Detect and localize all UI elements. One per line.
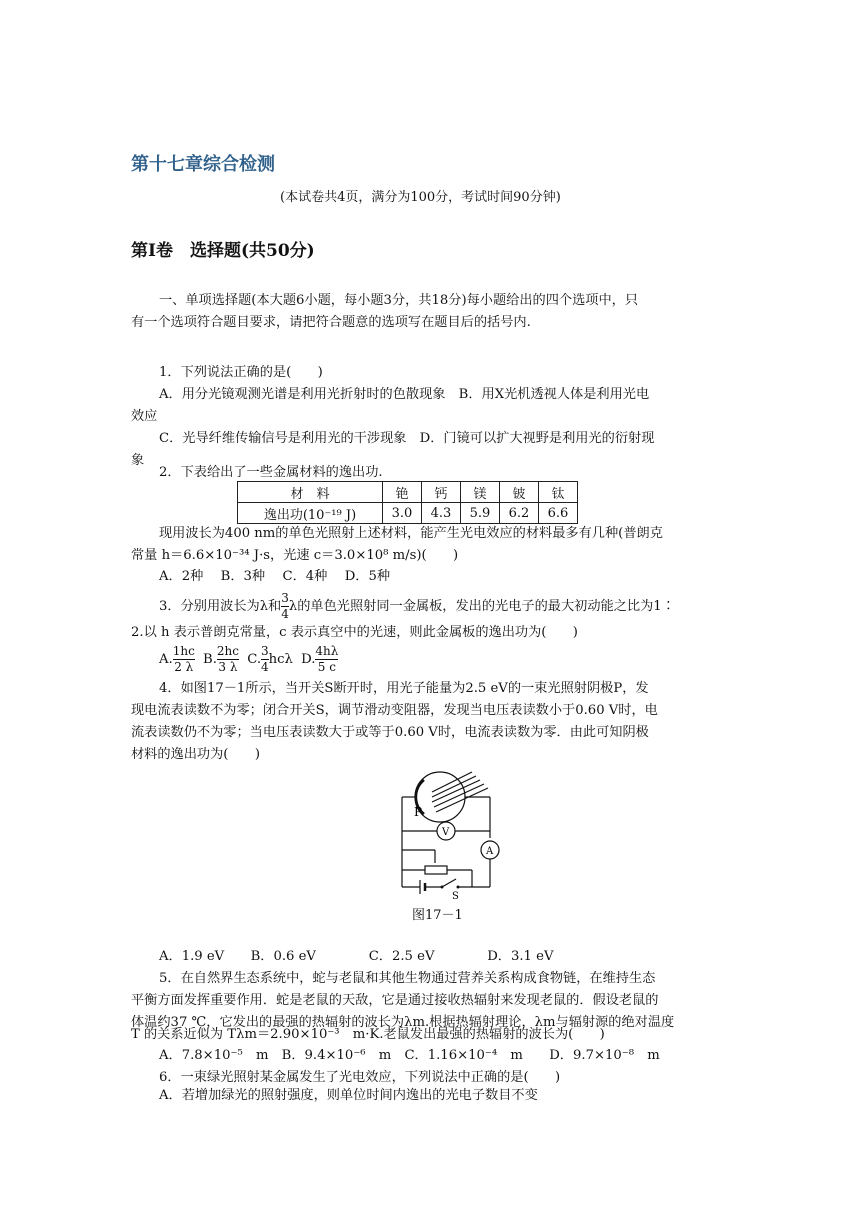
work-function-table xyxy=(237,481,578,524)
table-cell: 铍 xyxy=(500,482,539,503)
q5-options: A．7.8×10⁻⁵ m B．9.4×10⁻⁶ m C．1.16×10⁻⁴ m D．9.7×10⁻⁸ m xyxy=(159,1048,660,1063)
switch xyxy=(442,879,456,887)
fraction: $\frac{4h\lambda}{5 c}$ xyxy=(315,644,339,674)
page-title: 第十七章综合检测 xyxy=(131,154,275,175)
q1-option-cd-cont: 象 xyxy=(131,453,145,468)
table-cell: 5.9 xyxy=(461,503,500,524)
q4-stem-cont: 现电流表读数不为零；闭合开关S，调节滑动变阻器，发现当电压表读数小于0.60 V时，电 xyxy=(131,703,658,718)
q3-options: A. $\frac{1hc}{2 \lambda}$ B. $\frac{2hc}{3 \lambda}$ C. $\frac{3}{4}$ hcλ D. $\frac{4h\lambda}{5 c}$ xyxy=(159,644,339,674)
q4-stem-cont: 流表读数仍不为零；当电压表读数大于或等于0.60 V时，电流表读数为零．由此可知阴极 xyxy=(131,725,649,740)
label-a: A xyxy=(486,846,494,857)
table-cell: 钛 xyxy=(539,482,578,503)
table-cell: 材 料 xyxy=(238,482,383,503)
q3-stem-cont: 2.以 h 表示普朗克常量，c 表示真空中的光速，则此金属板的逸出功为( ) xyxy=(131,625,578,640)
q1-option-cd: C．光导纤维传输信号是利用光的干涉现象 D．门镜可以扩大视野是利用光的衍射现 xyxy=(159,431,655,446)
table-cell: 4.3 xyxy=(422,503,461,524)
q3-stem xyxy=(159,590,675,624)
rheostat xyxy=(425,866,447,874)
q2-stem: 2．下表给出了一些金属材料的逸出功. xyxy=(159,465,383,480)
q2-options: A．2种 B．3种 C．4种 D．5种 xyxy=(159,569,391,584)
section-intro: 一、单项选择题(本大题6小题，每小题3分，共18分)每小题给出的四个选项中，只 xyxy=(159,293,639,308)
table-cell: 钙 xyxy=(422,482,461,503)
table-cell: 铯 xyxy=(383,482,422,503)
q1-stem: 1．下列说法正确的是( ) xyxy=(159,365,323,380)
table-row xyxy=(238,482,578,503)
q4-options: A．1.9 eV B．0.6 eV C．2.5 eV D．3.1 eV xyxy=(159,949,554,964)
q3-stem-a: 3．分别用波长为λ和 xyxy=(159,599,282,614)
table-cell: 6.6 xyxy=(539,503,578,524)
q4-stem: 4．如图17－1所示，当开关S断开时，用光子能量为2.5 eV的一束光照射阴极P，发 xyxy=(159,681,649,696)
part-title: 第Ⅰ卷 选择题(共50分) xyxy=(131,241,315,261)
section-intro-cont: 有一个选项符合题目要求，请把符合题意的选项写在题目后的括号内. xyxy=(131,315,531,330)
q5-stem-cont: 体温约37 ℃，它发出的最强的热辐射的波长为λm.根据热辐射理论，λm与辐射源的绝对温度 xyxy=(131,1015,675,1030)
q5-stem-cont: T 的关系近似为 Tλm＝2.90×10⁻³ m·K.老鼠发出最强的热辐射的波长为( ) xyxy=(131,1027,605,1042)
q2-text-cont: 常量 h＝6.6×10⁻³⁴ J·s，光速 c＝3.0×10⁸ m/s)( ) xyxy=(131,548,459,563)
q1-option-ab-cont: 效应 xyxy=(131,409,158,424)
q5-stem-cont: 平衡方面发挥重要作用．蛇是老鼠的天敌，它是通过接收热辐射来发现老鼠的．假设老鼠的 xyxy=(131,993,659,1008)
figure-caption: 图17－1 xyxy=(412,908,463,923)
fraction: $\frac{1hc}{2 \lambda}$ xyxy=(172,644,195,674)
circuit-diagram xyxy=(380,770,510,900)
q4-stem-cont: 材料的逸出功为( ) xyxy=(131,747,260,762)
label-s: S xyxy=(452,891,459,900)
table-row xyxy=(238,503,578,524)
q3-stem-b: λ的单色光照射同一金属板，发出的光电子的最大初动能之比为1∶ xyxy=(288,599,675,614)
label-v: V xyxy=(442,827,450,838)
table-cell: 6.2 xyxy=(500,503,539,524)
fraction: $\frac{2hc}{3 \lambda}$ xyxy=(216,644,239,674)
label-p: P xyxy=(414,805,423,819)
q2-text: 现用波长为400 nm的单色光照射上述材料，能产生光电效应的材料最多有几种(普朗克 xyxy=(159,526,663,541)
q1-option-ab: A．用分光镜观测光谱是利用光折射时的色散现象 B．用X光机透视人体是利用光电 xyxy=(159,387,650,402)
fraction: $\frac{3}{4}$ xyxy=(261,644,269,674)
q5-stem: 5．在自然界生态系统中，蛇与老鼠和其他生物通过营养关系构成食物链，在维持生态 xyxy=(159,971,656,986)
exam-info: (本试卷共4页，满分为100分，考试时间90分钟) xyxy=(280,190,561,205)
q6-stem: 6．一束绿光照射某金属发生了光电效应，下列说法中正确的是( ) xyxy=(159,1070,561,1085)
table-cell: 逸出功(10⁻¹⁹ J) xyxy=(238,503,383,524)
table-cell: 3.0 xyxy=(383,503,422,524)
fraction: $\frac{3}{4}$ xyxy=(281,591,289,621)
table-cell: 镁 xyxy=(461,482,500,503)
q6-option-a: A．若增加绿光的照射强度，则单位时间内逸出的光电子数目不变 xyxy=(159,1088,538,1103)
